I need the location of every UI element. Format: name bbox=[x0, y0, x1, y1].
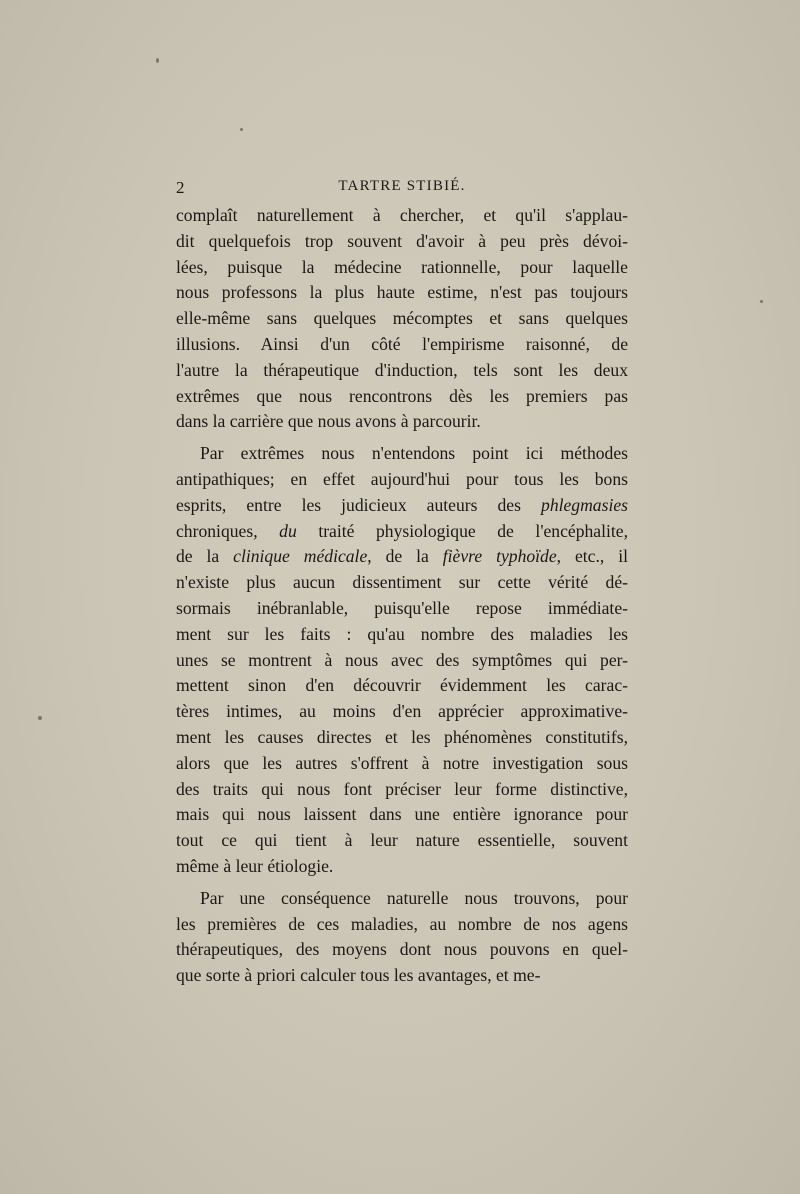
text-line bbox=[176, 467, 628, 493]
text-line bbox=[176, 912, 628, 938]
text-line bbox=[176, 493, 628, 519]
text-segment: chroniques bbox=[176, 520, 254, 541]
text-segment: tout ce qui tient à leur nature essentielle, souvent bbox=[176, 830, 628, 851]
body-text bbox=[176, 203, 628, 989]
text-line bbox=[176, 306, 628, 332]
text-segment: Par une conséquence naturelle nous trouvons, pour bbox=[200, 887, 628, 908]
text-line bbox=[176, 725, 628, 751]
text-line bbox=[176, 203, 628, 229]
text-line bbox=[176, 963, 628, 989]
text-segment: que sorte à priori calculer tous les avantages, et me- bbox=[176, 965, 541, 986]
ink-speck bbox=[38, 716, 42, 720]
text-segment: illusions. Ainsi d'un côté l'empirisme raisonné, de bbox=[176, 333, 628, 354]
text-segment: des traits qui nous font préciser leur forme distinctive, bbox=[176, 778, 628, 799]
text-line bbox=[176, 544, 628, 570]
ink-speck bbox=[760, 300, 763, 303]
text-line bbox=[176, 519, 628, 545]
text-line bbox=[176, 937, 628, 963]
text-segment: traité physiologique de l'encéphalite bbox=[318, 520, 624, 541]
text-line bbox=[176, 802, 628, 828]
text-segment: complaît naturellement à chercher, et qu'il s'applau- bbox=[176, 205, 628, 225]
text-segment: mais qui nous laissent dans une entière ignorance pour bbox=[176, 804, 628, 825]
text-line bbox=[176, 229, 628, 255]
ink-speck bbox=[240, 128, 243, 131]
text-segment: de la bbox=[176, 546, 234, 567]
running-header bbox=[176, 178, 628, 200]
running-title: TARTRE STIBIÉ. bbox=[338, 178, 466, 194]
text-line bbox=[176, 441, 628, 467]
page-number: 2 bbox=[176, 178, 185, 197]
text-segment: lées, puisque la médecine rationnelle, pour laquelle bbox=[176, 256, 628, 277]
text-segment: n'existe plus aucun dissentiment sur cette vérité dé- bbox=[176, 572, 628, 593]
text-line bbox=[176, 255, 628, 281]
text-line bbox=[176, 384, 628, 410]
text-segment: dit quelquefois trop souvent d'avoir à peu près dévoi- bbox=[176, 230, 628, 251]
italic-title: clinique médicale bbox=[233, 546, 368, 567]
text-segment: sormais inébranlable, puisqu'elle repose immédiate- bbox=[176, 597, 628, 618]
text-line bbox=[176, 280, 628, 306]
text-segment: , etc., il bbox=[556, 546, 628, 567]
text-line bbox=[176, 332, 628, 358]
text-segment: , de la bbox=[367, 546, 443, 567]
ink-speck bbox=[156, 58, 159, 63]
text-segment: unes se montrent à nous avec des symptômes qui per- bbox=[176, 649, 628, 670]
text-segment: extrêmes que nous rencontrons dès les premiers pas bbox=[176, 385, 628, 406]
text-segment: mettent sinon d'en découvrir évidemment les carac- bbox=[176, 675, 628, 696]
text-segment: elle-même sans quelques mécomptes et sans quelques bbox=[176, 308, 628, 329]
text-segment: Par extrêmes nous n'entendons point ici méthodes bbox=[200, 443, 628, 464]
text-line bbox=[176, 409, 628, 435]
text-line bbox=[176, 622, 628, 648]
text-segment: même à leur étiologie. bbox=[176, 855, 334, 876]
italic-title: , du bbox=[253, 520, 319, 541]
text-line bbox=[176, 886, 628, 912]
text-line bbox=[176, 828, 628, 854]
text-line bbox=[176, 854, 628, 880]
text-line bbox=[176, 751, 628, 777]
text-segment: ment sur les faits : qu'au nombre des maladies les bbox=[176, 623, 628, 644]
text-segment: esprits, entre les judicieux auteurs des bbox=[176, 494, 542, 515]
text-line bbox=[176, 596, 628, 622]
text-line bbox=[176, 673, 628, 699]
text-line bbox=[176, 777, 628, 803]
text-line bbox=[176, 699, 628, 725]
text-line bbox=[176, 358, 628, 384]
text-segment: alors que les autres s'offrent à notre investigation sous bbox=[176, 752, 628, 773]
italic-title: , bbox=[623, 520, 628, 541]
text-segment: thérapeutiques, des moyens dont nous pouvons en quel- bbox=[176, 939, 628, 960]
text-segment: antipathiques; en effet aujourd'hui pour tous les bons bbox=[176, 468, 628, 489]
italic-title: fièvre typhoïde bbox=[442, 546, 557, 567]
text-segment: nous professons la plus haute estime, n'est pas toujours bbox=[176, 282, 628, 303]
text-segment: ment les causes directes et les phénomènes constitutifs, bbox=[176, 726, 628, 747]
italic-title: phlegmasies bbox=[541, 494, 628, 515]
text-line bbox=[176, 648, 628, 674]
text-segment: tères intimes, au moins d'en apprécier approximative- bbox=[176, 701, 628, 722]
text-line bbox=[176, 570, 628, 596]
text-segment: l'autre la thérapeutique d'induction, tels sont les deux bbox=[176, 359, 628, 380]
text-segment: dans la carrière que nous avons à parcourir. bbox=[176, 411, 481, 432]
text-segment: les premières de ces maladies, au nombre de nos agens bbox=[176, 913, 628, 934]
